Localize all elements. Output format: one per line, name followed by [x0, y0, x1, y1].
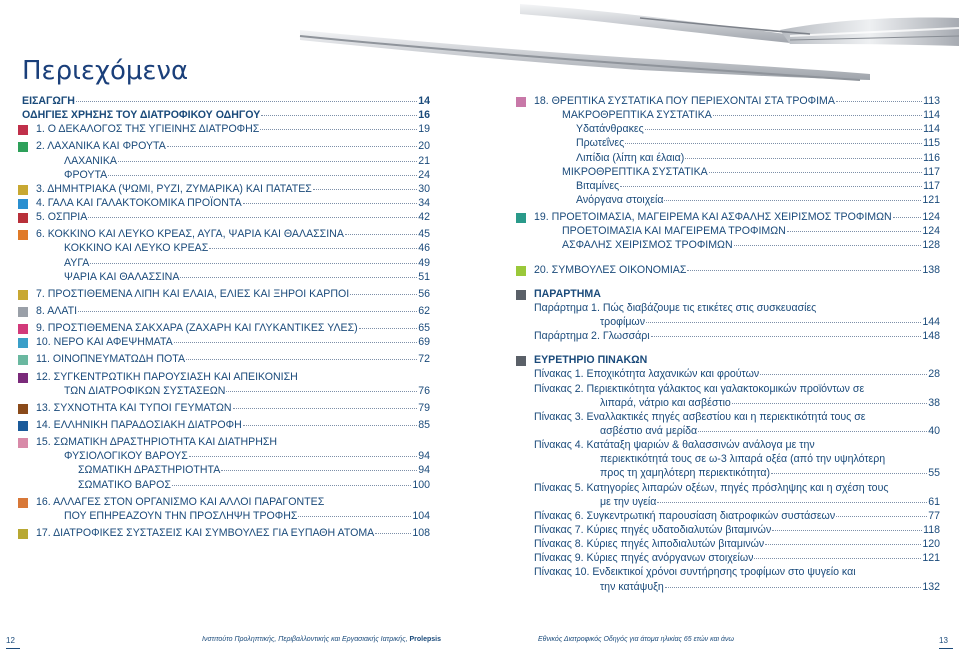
dot-leader	[359, 328, 417, 329]
toc-entry-title: ΛΑΧΑΝΙΚΑ	[64, 154, 117, 167]
toc-entry[interactable]	[516, 226, 940, 240]
dot-leader	[243, 203, 418, 204]
toc-entry-title: Πίνακας 3. Εναλλακτικές πηγές ασβεστίου και η περιεκτικότητά τους σε	[534, 410, 866, 423]
toc-entry-title: 1. Ο ΔΕΚΑΛΟΓΟΣ ΤΗΣ ΥΓΙΕΙΝΗΣ ΔΙΑΤΡΟΦΗΣ	[36, 123, 260, 136]
toc-entry[interactable]	[516, 303, 940, 317]
toc-entry-page: 72	[418, 353, 430, 366]
dot-leader	[645, 129, 922, 130]
dot-leader	[90, 263, 417, 264]
toc-entry[interactable]	[516, 181, 940, 195]
toc-entry-page: 148	[922, 330, 940, 343]
toc-entry[interactable]	[516, 110, 940, 124]
section-color-marker	[18, 324, 28, 334]
dot-leader	[226, 391, 417, 392]
toc-entry[interactable]	[516, 195, 940, 209]
toc-entry-title: ΨΑΡΙΑ ΚΑΙ ΘΑΛΑΣΣΙΝΑ	[64, 270, 180, 283]
dot-leader	[221, 470, 417, 471]
toc-entry-title: 18. ΘΡΕΠΤΙΚΑ ΣΥΣΤΑΤΙΚΑ ΠΟΥ ΠΕΡΙΕΧΟΝΤΑΙ ΣΤΑ ΤΡΟΦΙΜΑ	[534, 95, 835, 107]
toc-entry-title: Πίνακας 1. Εποχικότητα λαχανικών και φρούτων	[534, 368, 760, 381]
toc-entry[interactable]	[516, 167, 940, 181]
toc-entry-page: 85	[418, 418, 430, 431]
dot-leader	[313, 189, 417, 190]
page-title: Περιεχόμενα	[22, 56, 189, 86]
toc-entry-title: 16. ΑΛΛΑΓΕΣ ΣΤΟΝ ΟΡΓΑΝΙΣΜΟ ΚΑΙ ΑΛΛΟΙ ΠΑΡΑΓΟΝΤΕΣ	[36, 495, 325, 508]
toc-entry[interactable]	[18, 323, 430, 337]
toc-entry[interactable]	[516, 331, 940, 345]
toc-entry[interactable]	[18, 156, 430, 170]
dot-leader	[620, 186, 922, 187]
toc-entry[interactable]	[516, 369, 940, 383]
toc-entry-page: 69	[418, 336, 430, 349]
toc-entry-page: 49	[418, 256, 430, 269]
toc-entry-page: 24	[418, 168, 430, 181]
section-color-marker	[18, 421, 28, 431]
toc-entry-title: ΠΑΡΑΡΤΗΜΑ	[534, 287, 601, 300]
toc-entry-page: 118	[923, 523, 940, 536]
dot-leader	[260, 129, 417, 130]
toc-entry-title: 7. ΠΡΟΣΤΙΘΕΜΕΝΑ ΛΙΠΗ ΚΑΙ ΕΛΑΙΑ, ΕΛΙΕΣ ΚΑΙ ΞΗΡΟΙ ΚΑΡΠΟΙ	[36, 287, 350, 300]
toc-entry-title: 19. ΠΡΟΕΤΟΙΜΑΣΙΑ, ΜΑΓΕΙΡΕΜΑ ΚΑΙ ΑΣΦΑΛΗΣ ΧΕΙΡΙΣΜΟΣ ΤΡΟΦΙΜΩΝ	[534, 211, 892, 224]
section-color-marker	[18, 125, 28, 135]
section-color-marker	[18, 142, 28, 152]
dot-leader	[180, 277, 417, 278]
toc-entry-page: 34	[418, 196, 430, 209]
toc-entry-title: 17. ΔΙΑΤΡΟΦΙΚΕΣ ΣΥΣΤΑΣΕΙΣ ΚΑΙ ΣΥΜΒΟΥΛΕΣ ΓΙΑ ΕΥΠΑΘΗ ΑΤΟΜΑ	[36, 526, 375, 539]
toc-entry-title: Ανόργανα στοιχεία	[576, 193, 664, 206]
section-color-marker	[18, 230, 28, 240]
dot-leader	[657, 502, 927, 503]
toc-entry-title: ΜΙΚΡΟΘΡΕΠΤΙΚΑ ΣΥΣΤΑΤΙΚΑ	[562, 165, 708, 178]
toc-entry[interactable]	[18, 337, 430, 351]
toc-entry-page: 124	[922, 225, 940, 238]
toc-entry[interactable]	[18, 141, 430, 155]
toc-entry[interactable]	[18, 229, 430, 243]
toc-entry-title: ΑΥΓΑ	[64, 256, 90, 269]
toc-entry-page: 121	[922, 552, 940, 565]
dot-leader	[186, 359, 417, 360]
toc-entry[interactable]	[516, 96, 940, 110]
toc-entry-page: 100	[412, 478, 430, 491]
toc-entry[interactable]	[516, 138, 940, 152]
toc-entry-title: ΠΟΥ ΕΠΗΡΕΑΖΟΥΝ ΤΗΝ ΠΡΟΣΛΗΨΗ ΤΡΟΦΗΣ	[64, 509, 298, 522]
toc-entry-page: 94	[418, 464, 430, 477]
dot-leader	[787, 231, 922, 232]
toc-entry[interactable]	[18, 96, 430, 110]
toc-entry-page: 79	[418, 401, 430, 414]
dot-leader	[350, 294, 417, 295]
toc-entry-page: 104	[412, 509, 430, 522]
toc-entry[interactable]	[516, 265, 940, 279]
toc-entry[interactable]	[516, 124, 940, 138]
dot-leader	[698, 431, 927, 432]
section-color-marker	[18, 404, 28, 414]
toc-entry-title: ΠΡΟΕΤΟΙΜΑΣΙΑ ΚΑΙ ΜΑΓΕΙΡΕΜΑ ΤΡΟΦΙΜΩΝ	[562, 225, 786, 238]
footer-brand: Prolepsis	[409, 636, 441, 643]
toc-entry-title: 9. ΠΡΟΣΤΙΘΕΜΕΝΑ ΣΑΚΧΑΡΑ (ΖΑΧΑΡΗ ΚΑΙ ΓΛΥΚΑΝΤΙΚΕΣ ΥΛΕΣ)	[36, 322, 358, 335]
toc-entry-title: 4. ΓΑΛΑ ΚΑΙ ΓΑΛΑΚΤΟΚΟΜΙΚΑ ΠΡΟΪΟΝΤΑ	[36, 196, 242, 209]
toc-entry[interactable]	[516, 454, 940, 468]
toc-left-column	[18, 96, 430, 542]
toc-entry[interactable]	[516, 539, 940, 553]
toc-entry[interactable]	[18, 420, 430, 434]
section-color-marker	[18, 213, 28, 223]
footer-right: Εθνικός Διατροφικός Οδηγός για άτομα ηλικίας 65 ετών και άνω	[538, 636, 734, 643]
toc-entry-page: 77	[928, 509, 940, 522]
toc-entry-page: 121	[922, 193, 940, 206]
dot-leader	[687, 270, 921, 271]
toc-entry[interactable]	[516, 440, 940, 454]
toc-entry[interactable]	[18, 372, 430, 386]
dot-leader	[836, 516, 927, 517]
toc-entry-title: 3. ΔΗΜΗΤΡΙΑΚΑ (ΨΩΜΙ, ΡΥΖΙ, ΖΥΜΑΡΙΚΑ) ΚΑΙ ΠΑΤΑΤΕΣ	[36, 182, 312, 195]
dot-leader	[167, 146, 417, 147]
toc-entry-title: με την υγεία	[600, 495, 657, 508]
toc-entry[interactable]	[516, 412, 940, 426]
dot-leader	[261, 115, 417, 116]
toc-entry-title: Πίνακας 10. Ενδεικτικοί χρόνοι συντήρησης τροφίμων στο ψυγείο και	[534, 566, 856, 579]
toc-entry-title: ΣΩΜΑΤΙΚΟ ΒΑΡΟΣ	[78, 478, 171, 491]
dot-leader	[625, 143, 922, 144]
toc-entry-title: Πίνακας 7. Κύριες πηγές υδατοδιαλυτών βιταμινών	[534, 523, 772, 536]
page-number-right: 13	[939, 636, 948, 645]
toc-entry-page: 114	[923, 109, 940, 122]
section-color-marker	[18, 290, 28, 300]
toc-entry-title: 20. ΣΥΜΒΟΥΛΕΣ ΟΙΚΟΝΟΜΙΑΣ	[534, 263, 687, 276]
toc-entry[interactable]	[516, 553, 940, 567]
toc-entry[interactable]	[18, 170, 430, 184]
toc-entry[interactable]	[18, 289, 430, 303]
dot-leader	[836, 101, 922, 102]
toc-entry[interactable]	[516, 525, 940, 539]
toc-entry-title: ΕΥΡΕΤΗΡΙΟ ΠΙΝΑΚΩΝ	[534, 354, 648, 367]
section-color-marker	[18, 498, 28, 508]
dot-leader	[174, 342, 417, 343]
toc-entry-title: Πίνακας 8. Κύριες πηγές λιποδιαλυτών βιταμινών	[534, 538, 765, 551]
section-color-marker	[18, 307, 28, 317]
toc-entry-page: 120	[922, 538, 940, 551]
toc-entry-title: Πίνακας 9. Κύριες πηγές ανόργανων στοιχείων	[534, 552, 754, 565]
page-number-rule-left	[6, 648, 20, 649]
dot-leader	[651, 336, 922, 337]
toc-entry[interactable]	[516, 483, 940, 497]
section-color-marker	[18, 338, 28, 348]
toc-entry[interactable]	[18, 110, 430, 124]
toc-entry-title: 2. ΛΑΧΑΝΙΚΑ ΚΑΙ ΦΡΟΥΤΑ	[36, 140, 166, 153]
toc-entry-page: 65	[418, 322, 430, 335]
toc-entry-title: ΑΣΦΑΛΗΣ ΧΕΙΡΙΣΜΟΣ ΤΡΟΦΙΜΩΝ	[562, 239, 733, 252]
toc-entry[interactable]	[516, 582, 940, 596]
toc-entry-page: 16	[418, 109, 430, 122]
dot-leader	[734, 245, 922, 246]
toc-entry[interactable]	[18, 198, 430, 212]
toc-entry[interactable]	[18, 272, 430, 286]
toc-entry-title: 8. ΑΛΑΤΙ	[36, 304, 78, 317]
toc-entry-title: Βιταμίνες	[576, 179, 620, 192]
toc-entry[interactable]	[18, 480, 430, 494]
toc-entry[interactable]	[18, 306, 430, 320]
toc-entry-title: Υδατάνθρακες	[576, 123, 644, 136]
toc-entry[interactable]	[516, 398, 940, 412]
toc-entry-title: Λιπίδια (λίπη και έλαια)	[576, 151, 685, 164]
toc-entry-title: ΦΥΣΙΟΛΟΓΙΚΟΥ ΒΑΡΟΥΣ	[64, 450, 188, 463]
toc-entry-title: ασβέστιο ανά μερίδα	[600, 424, 698, 437]
toc-entry[interactable]	[18, 354, 430, 368]
toc-entry-title: 13. ΣΥΧΝΟΤΗΤΑ ΚΑΙ ΤΥΠΟΙ ΓΕΥΜΑΤΩΝ	[36, 401, 232, 414]
toc-entry[interactable]	[516, 511, 940, 525]
section-color-marker	[516, 97, 526, 107]
toc-entry-title: Πίνακας 2. Περιεκτικότητα γάλακτος και γαλακτοκομικών προϊόντων σε	[534, 382, 865, 395]
footer-left	[202, 636, 441, 650]
toc-entry[interactable]	[18, 528, 430, 542]
toc-entry[interactable]	[18, 437, 430, 451]
dot-leader	[709, 172, 922, 173]
toc-entry-title: ΦΡΟΥΤΑ	[64, 168, 108, 181]
toc-entry-page: 94	[418, 450, 430, 463]
toc-entry-title: περιεκτικότητά τους σε ω-3 λιπαρά οξέα (από την υψηλότερη	[600, 453, 886, 466]
toc-entry[interactable]	[516, 567, 940, 581]
toc-entry-page: 114	[923, 123, 940, 136]
toc-entry[interactable]	[18, 465, 430, 479]
toc-entry[interactable]	[18, 124, 430, 138]
toc-entry-title: την κατάψυξη	[600, 580, 664, 593]
dot-leader	[209, 248, 417, 249]
dot-leader	[685, 158, 922, 159]
toc-entry-title: 5. ΟΣΠΡΙΑ	[36, 211, 88, 224]
dot-leader	[118, 161, 417, 162]
dot-leader	[664, 200, 921, 201]
toc-entry-title: λιπαρά, νάτριο και ασβέστιο	[600, 396, 731, 409]
toc-entry[interactable]	[18, 497, 430, 511]
toc-entry-page: 144	[922, 315, 940, 328]
toc-entry-page: 40	[928, 424, 940, 437]
page-number-rule-right	[939, 648, 953, 649]
dot-leader	[765, 544, 921, 545]
toc-entry-title: Πρωτεΐνες	[576, 137, 625, 150]
toc-entry[interactable]	[516, 468, 940, 482]
dot-leader	[646, 322, 921, 323]
toc-entry[interactable]	[18, 386, 430, 400]
toc-entry-page: 128	[922, 239, 940, 252]
toc-entry-page: 115	[923, 137, 940, 150]
dot-leader	[76, 101, 417, 102]
toc-entry-page: 30	[418, 182, 430, 195]
dot-leader	[771, 473, 927, 474]
toc-entry-title: Πίνακας 4. Κατάταξη ψαριών & θαλασσινών ανάλογα με την	[534, 439, 815, 452]
toc-entry-page: 38	[928, 396, 940, 409]
footer-left-text: Ινστιτούτο Προληπτικής, Περιβαλλοντικής και Εργασιακής Ιατρικής,	[202, 636, 410, 643]
dot-leader	[88, 217, 417, 218]
section-color-marker	[18, 185, 28, 195]
dot-leader	[189, 456, 417, 457]
dot-leader	[713, 115, 922, 116]
section-color-marker	[18, 529, 28, 539]
toc-right-column	[516, 96, 940, 596]
dot-leader	[172, 485, 411, 486]
toc-entry[interactable]	[516, 317, 940, 331]
toc-entry-title: 15. ΣΩΜΑΤΙΚΗ ΔΡΑΣΤΗΡΙΟΤΗΤΑ ΚΑΙ ΔΙΑΤΗΡΗΣΗ	[36, 436, 278, 449]
toc-entry[interactable]	[516, 426, 940, 440]
dot-leader	[375, 533, 411, 534]
toc-entry-title: 12. ΣΥΓΚΕΝΤΡΩΤΙΚΗ ΠΑΡΟΥΣΙΑΣΗ ΚΑΙ ΑΠΕΙΚΟΝΙΣΗ	[36, 370, 298, 383]
toc-entry[interactable]	[516, 240, 940, 254]
toc-entry[interactable]	[18, 403, 430, 417]
toc-entry-page: 51	[418, 270, 430, 283]
toc-entry[interactable]	[18, 451, 430, 465]
dot-leader	[78, 311, 417, 312]
toc-entry-page: 21	[418, 154, 430, 167]
toc-entry-page: 76	[418, 384, 430, 397]
section-color-marker	[18, 438, 28, 448]
section-color-marker	[516, 266, 526, 276]
toc-entry[interactable]	[516, 212, 940, 226]
toc-entry-page: 117	[923, 165, 940, 178]
toc-entry-page: 138	[922, 263, 940, 276]
toc-entry[interactable]	[516, 289, 940, 303]
toc-entry-page: 132	[922, 580, 940, 593]
toc-entry-page: 55	[928, 467, 940, 480]
toc-entry-title: 10. ΝΕΡΟ ΚΑΙ ΑΦΕΨΗΜΑΤΑ	[36, 336, 173, 349]
dot-leader	[760, 374, 927, 375]
toc-entry-page: 20	[418, 140, 430, 153]
dot-leader	[345, 234, 417, 235]
section-color-marker	[18, 355, 28, 365]
dot-leader	[893, 217, 922, 218]
toc-entry-title: Πίνακας 6. Συγκεντρωτική παρουσίαση διατροφικών συστάσεων	[534, 509, 836, 522]
dot-leader	[243, 425, 417, 426]
toc-entry-title: ΤΩΝ ΔΙΑΤΡΟΦΙΚΩΝ ΣΥΣΤΑΣΕΩΝ	[64, 384, 226, 397]
dot-leader	[298, 516, 411, 517]
toc-entry-page: 45	[418, 228, 430, 241]
toc-entry-title: 11. ΟΙΝΟΠΝΕΥΜΑΤΩΔΗ ΠΟΤΑ	[36, 353, 186, 366]
toc-entry-title: Παράρτημα 1. Πώς διαβάζουμε τις ετικέτες στις συσκευασίες	[534, 301, 817, 314]
toc-entry-title: Πίνακας 5. Κατηγορίες λιπαρών οξέων, πηγές πρόσληψης και η σχέση τους	[534, 481, 889, 494]
toc-entry-page: 124	[922, 211, 940, 224]
toc-entry-page: 42	[418, 211, 430, 224]
toc-entry-page: 62	[418, 304, 430, 317]
toc-entry-title: προς τη χαμηλότερη περιεκτικότητα)	[600, 467, 770, 480]
dot-leader	[754, 558, 921, 559]
toc-entry-page: 46	[418, 242, 430, 255]
dot-leader	[108, 175, 417, 176]
toc-entry-page: 113	[923, 95, 940, 107]
toc-entry[interactable]	[516, 153, 940, 167]
toc-entry-title: ΜΑΚΡΟΘΡΕΠΤΙΚΑ ΣΥΣΤΑΤΙΚΑ	[562, 109, 712, 122]
toc-entry-page: 108	[412, 526, 430, 539]
toc-entry-page: 19	[418, 123, 430, 136]
toc-entry-page: 117	[923, 179, 940, 192]
dot-leader	[665, 587, 922, 588]
toc-entry[interactable]	[516, 384, 940, 398]
toc-entry[interactable]	[516, 497, 940, 511]
toc-entry-title: 14. ΕΛΛΗΝΙΚΗ ΠΑΡΑΔΟΣΙΑΚΗ ΔΙΑΤΡΟΦΗ	[36, 418, 242, 431]
dot-leader	[772, 530, 922, 531]
toc-entry[interactable]	[516, 355, 940, 369]
section-color-marker	[516, 356, 526, 366]
toc-entry-title: ΚΟΚΚΙΝΟ ΚΑΙ ΛΕΥΚΟ ΚΡΕΑΣ	[64, 242, 209, 255]
toc-entry-title: τροφίμων	[600, 315, 645, 328]
toc-entry[interactable]	[18, 184, 430, 198]
toc-entry[interactable]	[18, 243, 430, 257]
section-color-marker	[516, 290, 526, 300]
toc-entry-title: 6. ΚΟΚΚΙΝΟ ΚΑΙ ΛΕΥΚΟ ΚΡΕΑΣ, ΑΥΓΑ, ΨΑΡΙΑ ΚΑΙ ΘΑΛΑΣΣΙΝΑ	[36, 228, 344, 241]
section-color-marker	[516, 213, 526, 223]
page-number-left: 12	[6, 636, 15, 645]
toc-entry-title: ΕΙΣΑΓΩΓΗ	[22, 95, 75, 107]
section-color-marker	[18, 373, 28, 383]
toc-entry-page: 61	[928, 495, 940, 508]
section-color-marker	[18, 199, 28, 209]
toc-entry-page: 56	[418, 287, 430, 300]
toc-entry-title: ΟΔΗΓΙΕΣ ΧΡΗΣΗΣ ΤΟΥ ΔΙΑΤΡΟΦΙΚΟΥ ΟΔΗΓΟΥ	[22, 109, 261, 122]
toc-entry-title: ΣΩΜΑΤΙΚΗ ΔΡΑΣΤΗΡΙΟΤΗΤΑ	[78, 464, 221, 477]
toc-entry[interactable]	[18, 212, 430, 226]
toc-entry-page: 28	[928, 368, 940, 381]
toc-entry-title: Παράρτημα 2. Γλωσσάρι	[534, 330, 650, 343]
toc-entry-page: 116	[923, 151, 940, 164]
dot-leader	[732, 403, 927, 404]
toc-entry[interactable]	[18, 258, 430, 272]
toc-entry-page: 14	[418, 95, 430, 107]
dot-leader	[233, 408, 418, 409]
toc-entry[interactable]	[18, 511, 430, 525]
